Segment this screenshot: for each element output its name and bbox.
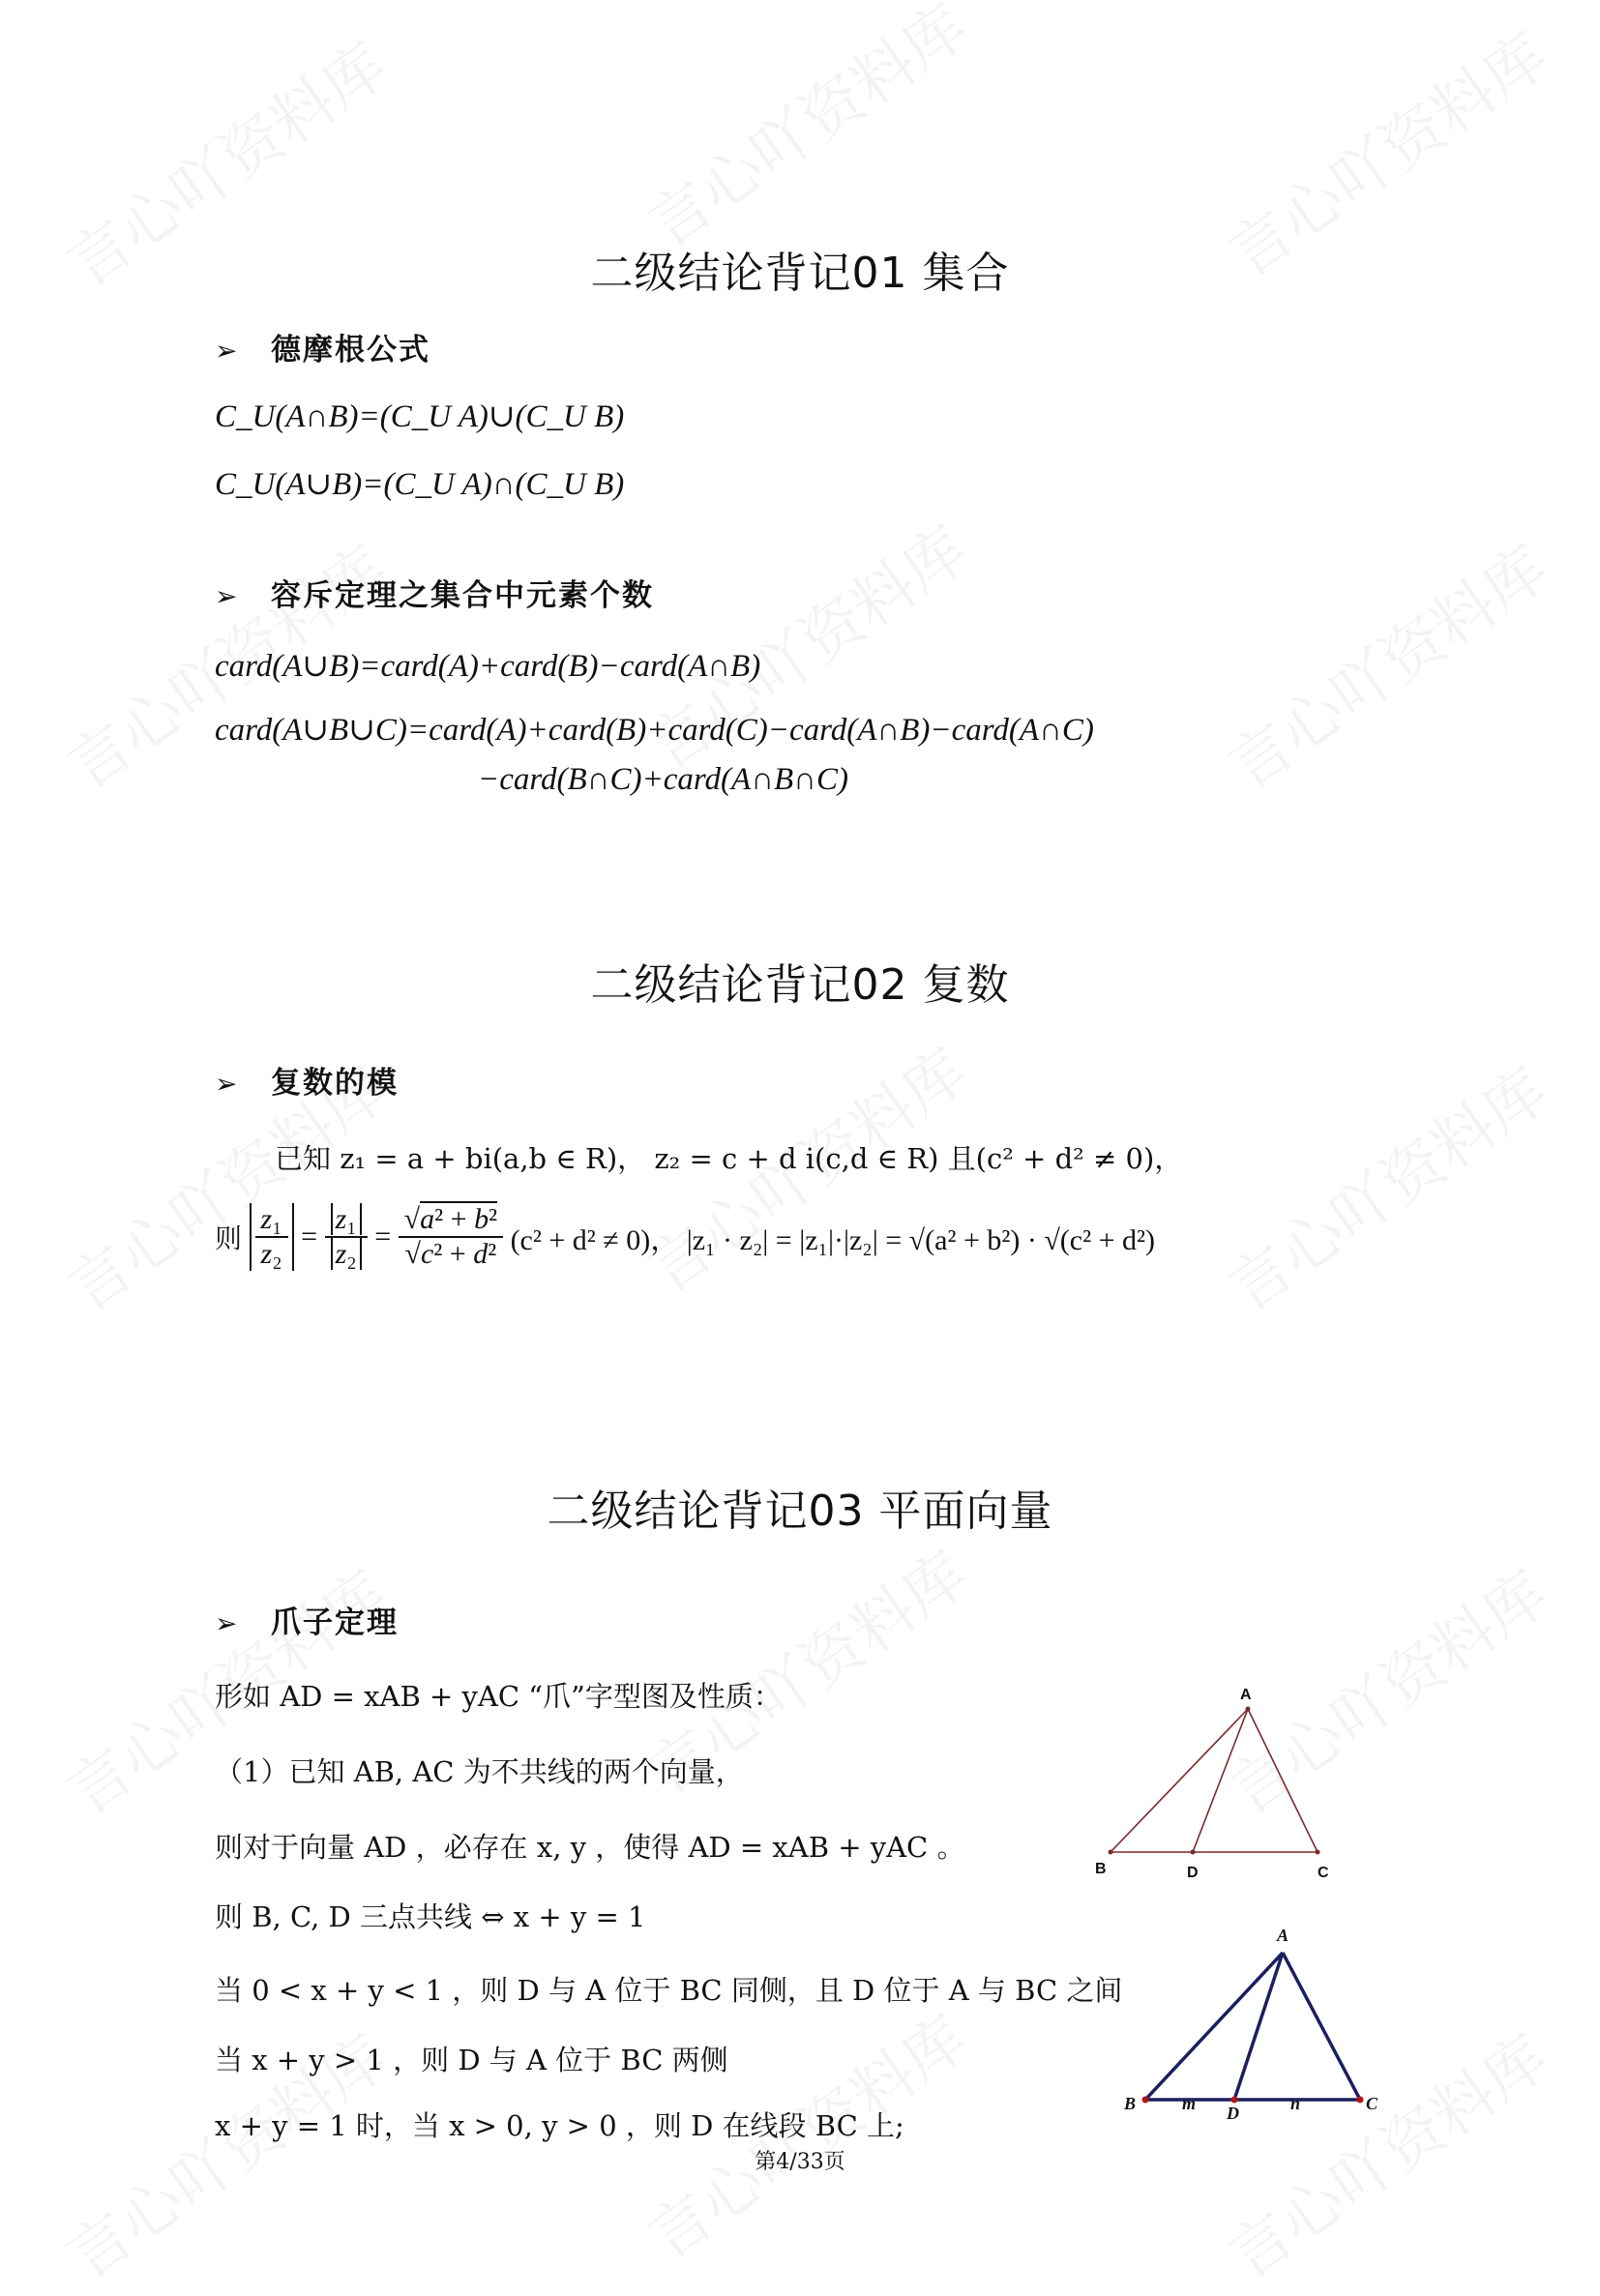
- watermark: [1207, 520, 1562, 807]
- label-B: B: [1124, 2094, 1137, 2113]
- section-title-vectors: 二级结论背记03 平面向量: [547, 1487, 1053, 1536]
- complex-modulus-formula: 则 $\frac{\text{z₁}}{\text{z₂}}$ = $\frac{\text{z₁}}{\text{z₂}}$ = $\frac{\text{√a² + b²}}{\text{√c² + d²}}$ (c² + d² ≠ 0)， |z₁ · z₂| = |z₁|·|z₂| = √(a² + b²) · √(c² + d²): [215, 1203, 1156, 1270]
- complex-given-line: 已知 z₁ = a + bi(a,b ∈ R)， z₂ = c + d i(c,d ∈ R) 且(c² + d² ≠ 0)，: [275, 1142, 1183, 1175]
- label-A: A: [1277, 1926, 1289, 1945]
- label-n: n: [1290, 2094, 1301, 2113]
- subheading-demorgan: [215, 325, 430, 368]
- sqrt-ratio: $\frac{\text{√a² + b²}}{\text{√c² + d²}}$: [399, 1203, 503, 1271]
- subheading-label: 容斥定理之集合中元素个数: [271, 578, 654, 613]
- watermark: [627, 0, 982, 265]
- label-A: A: [1240, 1687, 1252, 1703]
- triangle-figure-1: [1083, 1678, 1354, 1886]
- label-D: D: [1187, 1865, 1199, 1881]
- claw-line-4: 则 B, C, D 三点共线 ⇔ x + y = 1: [215, 1900, 646, 1933]
- subheading-label: 爪子定理: [271, 1605, 399, 1640]
- formula-demorgan-2: C_U(A∪B)=(C_U A)∩(C_U B): [215, 467, 625, 502]
- subheading-claw-theorem: [215, 1598, 399, 1641]
- bullet-arrow-icon: ➢: [215, 1068, 240, 1100]
- label-m: m: [1182, 2094, 1197, 2113]
- claw-line-3: 则对于向量 AD ，必存在 x, y ，使得 AD = xAB + yAC 。: [215, 1831, 965, 1864]
- claw-line-5: 当 0 < x + y < 1 ，则 D 与 A 位于 BC 同侧，且 D 位于 A 与 BC 之间: [215, 1974, 1123, 2007]
- abs-quotient: $\frac{\text{z₁}}{\text{z₂}}$: [250, 1203, 294, 1271]
- formula-demorgan-1: C_U(A∩B)=(C_U A)∪(C_U B): [215, 399, 625, 434]
- triangle-lines: [1145, 1953, 1360, 2100]
- formula-card-3: −card(B∩C)+card(A∩B∩C): [478, 762, 849, 797]
- ratio-of-moduli: $\frac{\text{z₁}}{\text{z₂}}$: [325, 1203, 368, 1271]
- subheading-modulus: [215, 1058, 399, 1102]
- section-title-complex: 二级结论背记02 复数: [590, 960, 1010, 1010]
- subheading-label: 复数的模: [271, 1066, 399, 1101]
- label-C: C: [1318, 1865, 1329, 1881]
- bullet-arrow-icon: ➢: [215, 1607, 240, 1639]
- page-number: 第4/33页: [755, 2150, 845, 2174]
- formula-card-2: card(A∪B∪C)=card(A)+card(B)+card(C)−card(A∩B)−card(A∩C): [215, 713, 1094, 748]
- bullet-arrow-icon: ➢: [215, 335, 240, 367]
- bullet-arrow-icon: ➢: [215, 580, 240, 612]
- claw-line-1: 形如 AD = xAB + yAC “爪”字型图及性质：: [215, 1680, 782, 1713]
- subheading-inclusion-exclusion: [215, 571, 654, 614]
- claw-line-7: x + y = 1 时，当 x > 0, y > 0 ，则 D 在线段 BC 上;: [215, 2109, 904, 2142]
- watermark: [1207, 1043, 1562, 1329]
- label-B: B: [1095, 1861, 1107, 1877]
- formula-card-1: card(A∪B)=card(A)+card(B)−card(A∩B): [215, 649, 761, 684]
- claw-line-2: （1）已知 AB, AC 为不共线的两个向量，: [215, 1755, 744, 1788]
- label-C: C: [1366, 2094, 1378, 2113]
- formula-tail: (c² + d² ≠ 0)， |z₁ · z₂| = |z₁|·|z₂| = √(a² + b²) · √(c² + d²): [510, 1224, 1156, 1256]
- triangle-figure-2: [1112, 1920, 1393, 2128]
- label-D: D: [1227, 2104, 1239, 2123]
- formula-prefix: 则: [215, 1222, 243, 1254]
- section-title-sets: 二级结论背记01 集合: [590, 249, 1010, 298]
- subheading-label: 德摩根公式: [271, 333, 430, 368]
- claw-line-6: 当 x + y > 1 ，则 D 与 A 位于 BC 两侧: [215, 2044, 728, 2076]
- triangle-lines: [1111, 1709, 1318, 1852]
